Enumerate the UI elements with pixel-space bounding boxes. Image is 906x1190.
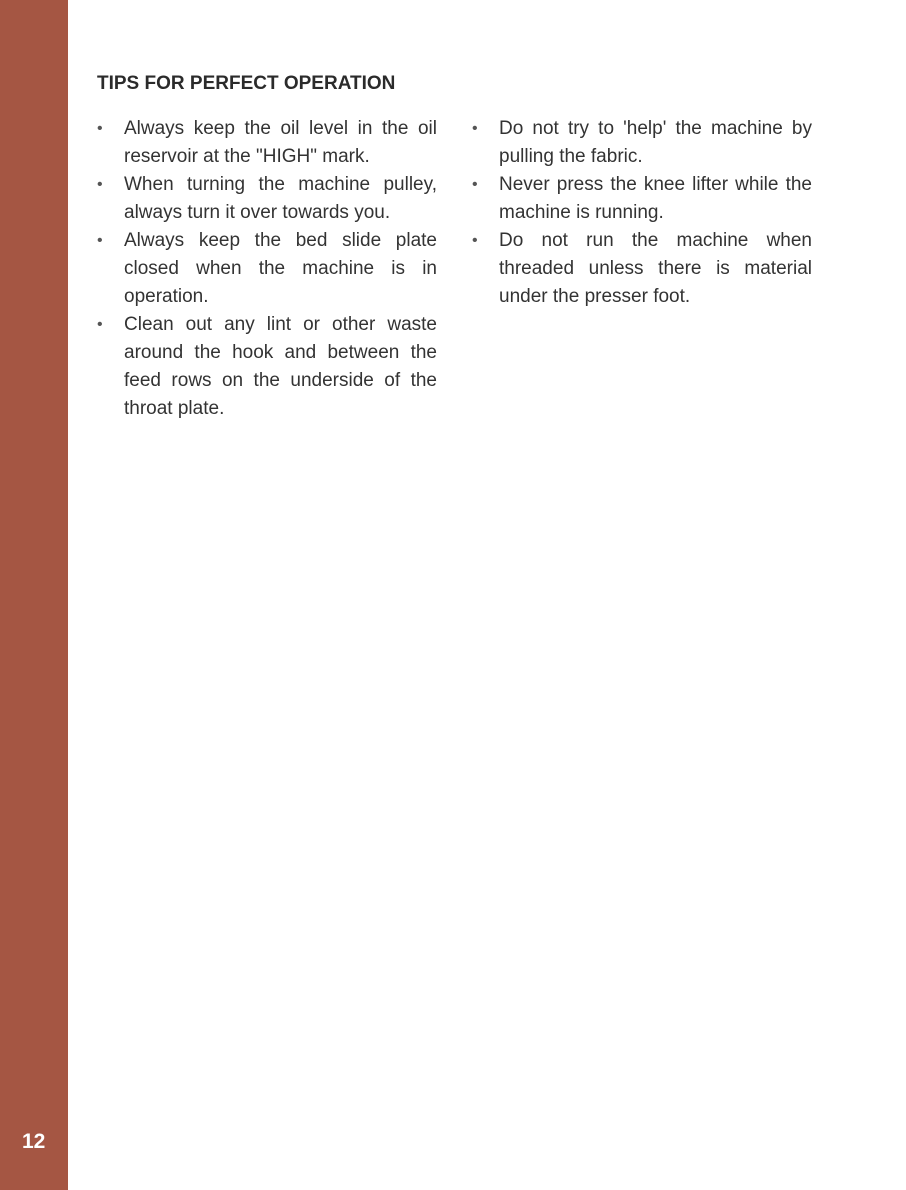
bullet-icon: • bbox=[97, 232, 103, 249]
tip-text: When turning the machine pulley, always turn it over towards you. bbox=[124, 174, 437, 223]
bullet-icon: • bbox=[472, 232, 478, 249]
tip-text: Never press the knee lifter while the machine is running. bbox=[499, 174, 812, 223]
side-color-band bbox=[0, 0, 68, 1190]
tip-text: Do not run the machine when threaded unless there is material under the presser foot. bbox=[499, 230, 812, 307]
bullet-icon: • bbox=[472, 120, 478, 137]
tip-text: Always keep the bed slide plate closed when the machine is in operation. bbox=[124, 230, 437, 307]
section-heading: TIPS FOR PERFECT OPERATION bbox=[97, 73, 396, 94]
tip-item bbox=[472, 227, 812, 311]
tips-list-left bbox=[97, 115, 437, 423]
bullet-icon: • bbox=[97, 120, 103, 137]
tip-item bbox=[97, 227, 437, 311]
tip-text: Do not try to 'help' the machine by pulling the fabric. bbox=[499, 118, 812, 167]
tip-text: Clean out any lint or other waste around the hook and between the feed rows on the underside of the throat plate. bbox=[124, 314, 437, 419]
page-number: 12 bbox=[22, 1130, 46, 1153]
tip-item bbox=[472, 171, 812, 227]
tip-item bbox=[97, 115, 437, 171]
bullet-icon: • bbox=[97, 316, 103, 333]
tip-text: Always keep the oil level in the oil reservoir at the "HIGH" mark. bbox=[124, 118, 437, 167]
bullet-icon: • bbox=[97, 176, 103, 193]
tip-item bbox=[472, 115, 812, 171]
tip-item bbox=[97, 171, 437, 227]
bullet-icon: • bbox=[472, 176, 478, 193]
tip-item bbox=[97, 311, 437, 423]
tips-list-right bbox=[472, 115, 812, 311]
